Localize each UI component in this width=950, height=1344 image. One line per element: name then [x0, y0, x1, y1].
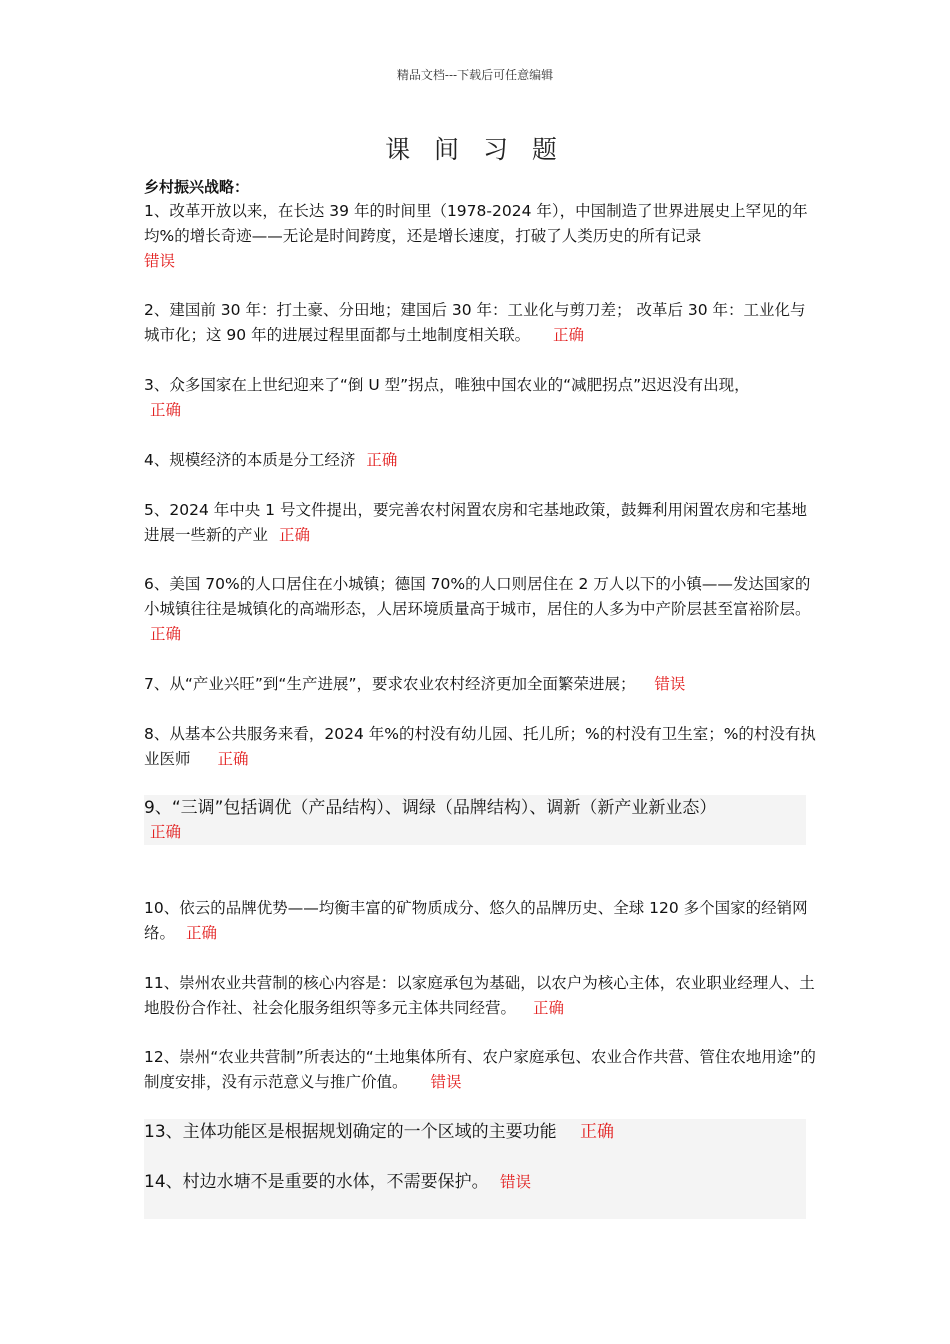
question-7 — [144, 672, 816, 697]
answer-label: 正确 — [532, 999, 564, 1017]
question-2 — [144, 298, 816, 348]
answer-label: 正确 — [150, 401, 182, 419]
question-text: 5、2024 年中央 1 号文件提出，要完善农村闲置农房和宅基地政策，鼓舞利用闲置农房和宅基地进展一些新的产业 — [144, 501, 807, 544]
answer-label: 错误 — [654, 675, 686, 693]
question-text: 8、从基本公共服务来看，2024 年%的村没有幼儿园、托儿所；%的村没有卫生室；%的村没有执业医师 — [144, 725, 816, 768]
question-8 — [144, 722, 816, 772]
answer-label: 正确 — [150, 625, 182, 643]
question-3 — [144, 373, 824, 423]
question-text: 14、村边水塘不是重要的水体，不需要保护。 — [144, 1172, 489, 1192]
question-6 — [144, 572, 816, 647]
question-4 — [144, 448, 816, 473]
question-10 — [144, 896, 816, 946]
question-5 — [144, 498, 816, 548]
question-11 — [144, 971, 816, 1021]
answer-label: 正确 — [185, 924, 217, 942]
question-text: 12、崇州“农业共营制”所表达的“土地集体所有、农户家庭承包、农业合作共营、管住农地用途”的制度安排，没有示范意义与推广价值。 — [144, 1048, 816, 1091]
question-text: 9、“三调”包括调优（产品结构）、调绿（品牌结构）、调新（新产业新业态） — [144, 798, 717, 818]
answer-label: 正确 — [366, 451, 398, 469]
question-text: 6、美国 70%的人口居住在小城镇；德国 70%的人口则居住在 2 万人以下的小镇——发达国家的小城镇往往是城镇化的高端形态，人居环境质量高于城市，居住的人多为中产阶层甚至富裕阶层。 — [144, 575, 811, 618]
question-14 — [144, 1170, 816, 1195]
answer-label: 错误 — [500, 1173, 532, 1191]
section-heading: 乡村振兴战略： — [144, 178, 250, 196]
question-13 — [144, 1120, 816, 1145]
question-12 — [144, 1045, 816, 1095]
question-text: 2、建国前 30 年：打土豪、分田地；建国后 30 年：工业化与剪刀差； 改革后 30 年：工业化与城市化；这 90 年的进展过程里面都与土地制度相关联。 — [144, 301, 806, 344]
answer-label: 错误 — [430, 1073, 462, 1091]
question-1 — [144, 199, 816, 274]
answer-label: 正确 — [217, 750, 249, 768]
answer-label: 正确 — [553, 326, 585, 344]
answer-label: 正确 — [150, 823, 182, 841]
answer-label: 正确 — [580, 1122, 615, 1142]
question-9 — [144, 796, 816, 844]
answer-label: 正确 — [278, 526, 310, 544]
question-text: 3、众多国家在上世纪迎来了“倒 U 型”拐点，唯独中国农业的“减肥拐点”迟迟没有出现， — [144, 376, 750, 394]
question-text: 10、依云的品牌优势——均衡丰富的矿物质成分、悠久的品牌历史、全球 120 多个国家的经销网络。 — [144, 899, 808, 942]
question-text: 13、主体功能区是根据规划确定的一个区域的主要功能 — [144, 1122, 557, 1142]
question-text: 4、规模经济的本质是分工经济 — [144, 451, 356, 469]
question-text: 1、改革开放以来，在长达 39 年的时间里（1978-2024 年），中国制造了世界进展史上罕见的年均%的增长奇迹——无论是时间跨度，还是增长速度，打破了人类历史的所有记录 — [144, 202, 808, 245]
page-title: 课 间 习 题 — [385, 135, 565, 164]
answer-label: 错误 — [144, 252, 176, 270]
page-header: 精品文档---下载后可任意编辑 — [396, 68, 554, 82]
question-text: 11、崇州农业共营制的核心内容是：以家庭承包为基础，以农户为核心主体，农业职业经理人、土地股份合作社、社会化服务组织等多元主体共同经营。 — [144, 974, 815, 1017]
question-text: 7、从“产业兴旺”到“生产进展”，要求农业农村经济更加全面繁荣进展； — [144, 675, 636, 693]
